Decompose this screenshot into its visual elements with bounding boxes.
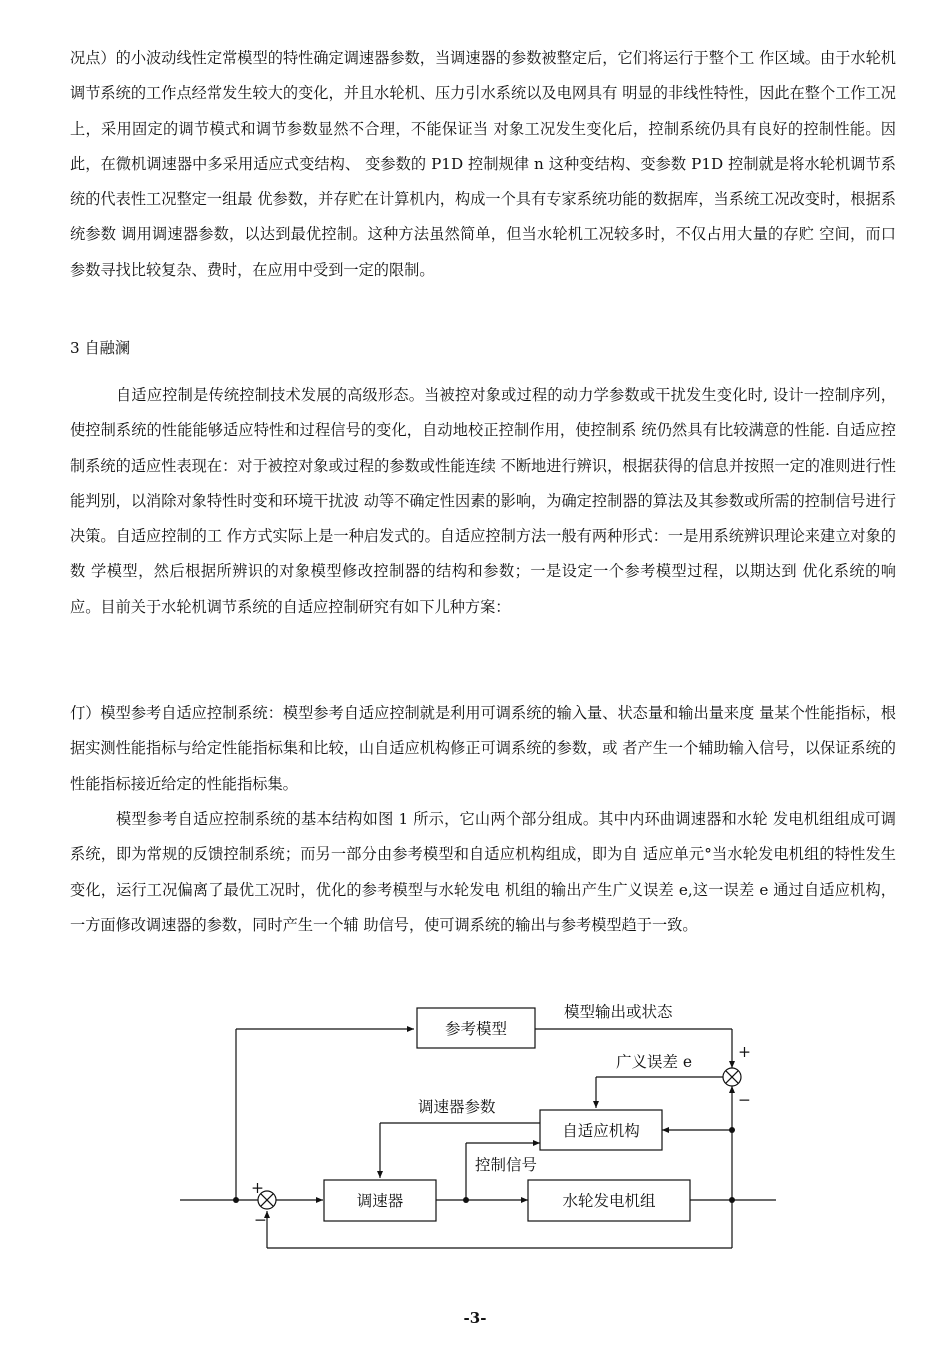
paragraph-mrac-structure: 模型参考自适应控制系统的基本结构如图 1 所示，它山两个部分组成。其中内环曲调速器和水轮 发电机组组成可调系统，即为常规的反馈控制系统；而另一部分由参考模型和自适应机构组成，即为自 适应单元°当水轮发电机组的特性发生变化，运行工况偏离了最优工况时，优化的参考模型与水轮发电 机组的输出产生广义误差 e,这一误差 e 通过自适应机构，一方面修改调速器的参数，同时产生一个辅 助信号，使可调系统的输出与参考模型趋于一致。 — [70, 810, 896, 934]
paragraph-mrac-definition: 仃）模型参考自适应控制系统：模型参考自适应控制就是利用可调系统的输入量、状态量和输出量来度 量某个性能指标，根据实测性能指标与给定性能指标集和比较，山自适应机构修正可调系统的参数，或 者产生一个辅助输入信号，以保证系统的性能指标接近给定的性能指标集。 — [70, 704, 896, 793]
model-output-label: 模型输出或状态 — [564, 1003, 673, 1021]
branch-dot-control — [463, 1197, 469, 1203]
adaptive-mechanism-label: 自适应机构 — [562, 1122, 640, 1140]
reference-model-label: 参考模型 — [444, 1020, 508, 1038]
mrac-block-diagram — [178, 990, 778, 1265]
minus-sign-left: − — [254, 1211, 267, 1229]
plus-sign-right: + — [738, 1043, 751, 1061]
branch-dot-output — [729, 1197, 735, 1203]
paragraph-tuning-limits: 况点）的小波动线性定常模型的特性确定调速器参数，当调速器的参数被整定后，它们将运行于整个工 作区域。由于水轮机调节系统的工作点经常发生较大的变化，并且水轮机、压力引水系统以及电网具有 明显的非线性特性，因此在整个工作工况上，采用固定的调节模式和调节参数显然不合理，不能保证当 对象工况发生变化后，控制系统仍具有良好的控制性能。因此，在微机调速器中多采用适应式变结构、 变参数的 P1D 控制规律 n 这种变结构、变参数 P1D 控制就是将水轮机调节系统的代表性工况整定一组最 优参数，并存贮在计算机内，构成一个具有专家系统功能的数据库，当系统工况改变时，根据系统参数 调用调速器参数，以达到最优控制。这种方法虽然简单，但当水轮机工况较多时，不仅占用大量的存贮 空间，而口参数寻找比较复杂、费时，在应用中受到一定的限制。 — [70, 49, 896, 279]
paragraph-adaptive-control: 自适应控制是传统控制技术发展的高级形态。当被控对象或过程的动力学参数或干扰发生变化时, 设计一控制序列，使控制系统的性能能够适应特性和过程信号的变化，自动地校正控制作用，使控制系 统仍然具有比较满意的性能. 自适应控制系统的适应性表现在：对于被控对象或过程的参数或性能连续 不断地进行辨识，根据获得的信息并按照一定的准则进行性能判别，以消除对象特性时变和环境干扰波 动等不确定性因素的影响，为确定控制器的算法及其参数或所需的控制信号进行决策。自适应控制的工 作方式实际上是一种启发式的。自适应控制方法一般有两种形式：一是用系统辨识理论来建立对象的数 学模型，然后根据所辨识的对象模型修改控制器的结构和参数；一是设定一个参考模型过程，以期达到 优化系统的响应。目前关于水轮机调节系统的自适应控制研究有如下儿种方案： — [70, 386, 896, 616]
governor-params-label: 调速器参数 — [418, 1098, 496, 1116]
branch-dot-input — [233, 1197, 239, 1203]
minus-sign-right: − — [738, 1091, 751, 1109]
generator-unit-label: 水轮发电机组 — [562, 1192, 656, 1210]
page-number: -3- — [463, 1309, 487, 1327]
generalized-error-label: 广义误差 e — [616, 1053, 693, 1071]
governor-label: 调速器 — [356, 1192, 404, 1210]
branch-dot-adaptive — [729, 1127, 735, 1133]
control-signal-label: 控制信号 — [475, 1156, 538, 1174]
plus-sign-left: + — [251, 1179, 264, 1197]
section-heading: 3 自融澜 — [70, 339, 131, 357]
